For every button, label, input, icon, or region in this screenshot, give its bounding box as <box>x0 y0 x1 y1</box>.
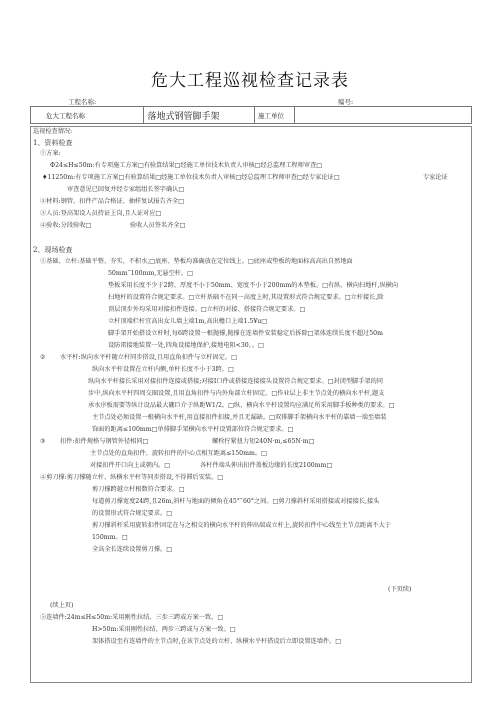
section-1-heading: 1、资料检查 <box>33 139 73 147</box>
bracing-line: 剪刀撑斜杆采用旋转扣件固定在与之相交的横向水平杆的伸出端或立杆上,旋转扣件中心线至主节点距离不大于 <box>92 522 391 529</box>
wall-tie-line: ⑤连墙件:24m≤H≤50m:采用刚性拉结、三步三跨或方案一致。□ <box>40 614 224 621</box>
fastener-line: 主节点处的直角扣件、旋转扣件的中心点相互距离≤150mm。□ <box>90 450 267 457</box>
foundation-line: 脚手架开始搭设立杆时,每6跨设置一根抛撑,抛撑在连墙件安装稳定后拆除□架体连续长度不超过50m <box>108 330 383 337</box>
type-value-cell <box>144 107 255 123</box>
type-label: 危大工程名称 <box>46 111 85 120</box>
plan-line: Φ24≤H≤50m:有专项施工方案□有验算结果□经施工单位技术负责人审核□经总监理工程师审查□ <box>50 162 323 169</box>
type-value: 落地式钢管脚手架 <box>147 111 220 122</box>
page-title: 危大工程巡视检查记录表 <box>151 71 349 91</box>
horizontal-bar-line: 主节点处必须设置一根横向水平杆,用直接扣件扣接,并且无漏缺。□双排脚手架横向水平杆的靠墙一端至墙装 <box>92 414 387 421</box>
foundation-line: 设防雷接地装置一处,四角设接地保护,接地电阻<30。。□ <box>108 342 264 349</box>
wall-tie-line: H>50m:采用刚性拉结、两步三跨或与方案一致。□ <box>92 626 236 633</box>
bracing-line: 每道剪刀撑宽度24跨,且26m,斜杆与地面的倾角在45°˜60°之间。□剪刀撑斜杆采用搭接或对接接长,接头 <box>92 498 380 505</box>
foundation-line: 垫板采用长度不少于2跨、厚度不小于50mm、宽度不小于200mm的木垫板。□有纵、横向扫地杆,纵横向 <box>108 282 399 289</box>
foundation-line: 50mm˜100mm,无悬空杆。□ <box>108 270 193 277</box>
horizontal-bar-line: 承水序板需要等纵计设品最大硼巨介于纵距W1/2。□纵、横向水平杆设置均应满足所采用脚手板种类的要求。□ <box>88 402 395 409</box>
bracing-line: ④剪刀撑:剪刀撑随立杆、纵横水平杆等同步搭设,不得滞后安装。□ <box>40 474 224 481</box>
acceptance-item-signatures: 验收人员签名齐全□ <box>130 222 186 229</box>
personnel-item: ③人员:登高架设人员持证上岗,且人证对应□ <box>40 210 162 217</box>
horizontal-bar-line: 纵向水平杆设置在立杆内侧,单杆长度不小于3跨。□ <box>92 366 234 373</box>
horizontal-bar-line: 水平杆:纵向水平杆随立杆同步搭设,且用直角扣件与立杆固定。□ <box>60 354 237 361</box>
continued-note: (续上页) <box>50 602 74 609</box>
bracing-line: 150mm。□ <box>92 534 128 541</box>
bracing-line: 全高全长连续设置剪刀撑。□ <box>92 546 173 553</box>
foundation-line: 顶层顶步外均采用对接扣件连接。□立杆的对接、搭接符合规定要求。□ <box>108 306 306 313</box>
horizontal-bar-line: 步中,纵向水平杆四周交圈设置,且用直角扣件与内外角部立杆固定。□作业层上非主节点处的横向水平杆,题支 <box>88 390 385 397</box>
next-page-note: (下页续) <box>388 586 412 593</box>
materials-item: ②材料:钢管、扣件产品合格证、抽样复试报告齐全□ <box>40 198 185 205</box>
fastener-marker: ③ <box>40 438 46 445</box>
situation-label: 巡视检查情况: <box>33 128 73 135</box>
bracing-line: 的设置形式符合规定要求。□ <box>92 510 173 517</box>
fastener-line: 各杆件端头伸出扣件盖板边缘的长度2100mm□ <box>200 462 333 469</box>
unit-label: 施工单位 <box>257 111 284 120</box>
bracing-line: 剪刀撑跨越立杆根数符合要求。□ <box>92 486 185 493</box>
foundation-line: 立杆顶端栏杆宜高出女儿墙上端1m,高出檐口上端1.5¥u□ <box>108 318 268 325</box>
section-2-heading: 2、现场检查 <box>33 246 73 254</box>
wall-tie-line: 架体搭设至有连墙件的主节点时,在该节点处的立杆、纵横水平杆搭设后立即设置连墙件。□ <box>92 638 342 645</box>
plan-line: ♦11250m:有专项施工方案□有验算结果□经施工单位技术负责人审核□经总监理工程师审查□经专家论证□ <box>42 174 340 181</box>
horizontal-bar-line: 饰面的距离≤100mm□单排脚手架横向水平杆设置部位符合规定要求。□ <box>92 426 294 433</box>
project-name-label: 工程名称: <box>68 98 97 106</box>
horizontal-bar-marker: ② <box>40 354 46 361</box>
type-label-cell <box>31 107 144 123</box>
foundation-line: ①基础、立杆:基础平整、夯实、不积水,□底座、垫板均准确放在定位线上。□底座或垫板的地面标高高出自然地面 <box>40 258 353 265</box>
plan-line-tail: 专家论证 <box>423 174 448 181</box>
horizontal-bar-line: 纵向水平杆接长采用对接扣件连接或搭接;对接Ⅰ口件或搭接连接接头设置符合规定要求。□封闭型脚手架的同 <box>88 378 383 385</box>
fastener-line: 螺栓拧紧扭力矩240N·m,≤65N·m□ <box>212 438 315 445</box>
header-table <box>30 106 472 124</box>
record-number-label: 编号: <box>338 98 354 106</box>
foundation-line: 扫地杆的设置符合规定要求。□立杆基础不在同一高度上时,其设置形式符合规定要求。□立杆接长,除 <box>108 294 384 301</box>
unit-value-cell <box>295 107 471 123</box>
acceptance-item: ④验收:分段验收□ <box>40 222 92 229</box>
fastener-line: 扣件:扣件规格与钢管外径相同□ <box>60 438 149 445</box>
plan-line: 审查意见已回复并经专家组组长签字确认□ <box>67 186 185 193</box>
unit-label-cell <box>255 107 295 123</box>
fastener-line: 对接扣件开口向上或朝内。□ <box>90 462 171 469</box>
plan-item: ①方案: <box>40 150 61 157</box>
